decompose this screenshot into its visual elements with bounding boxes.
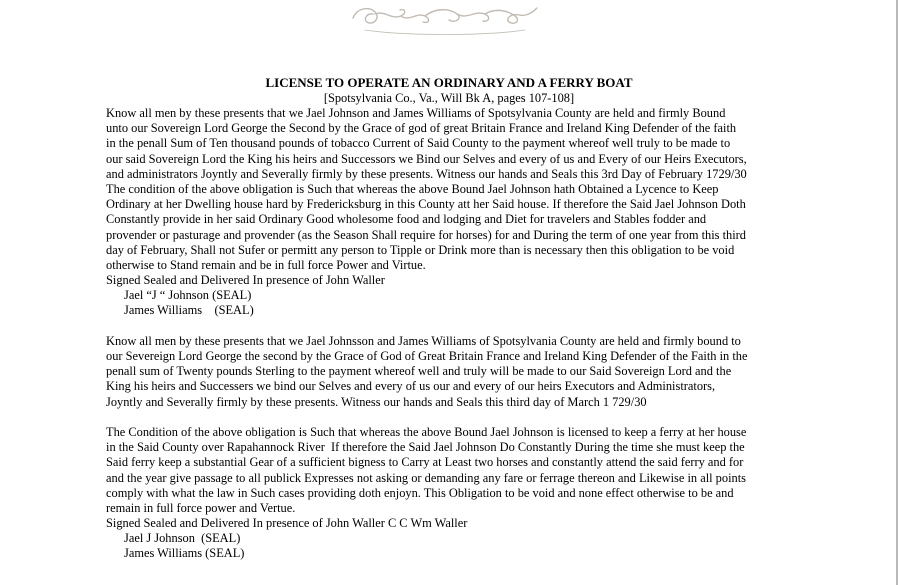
body-line: Said ferry keep a substantial Gear of a sufficient bigness to Carry at Least two horses and constantly attend the said ferry and for	[106, 455, 744, 470]
body-line: Ordinary at her Dwelling house hard by Fredericksburg in this County att her Said house. If therefore the Said Jael Johnson Doth	[106, 197, 746, 212]
ferry-bond	[106, 334, 896, 410]
body-line: The condition of the above obligation is Such that whereas the above Bound Jael Johnson hath Obtained a Lycence to Keep	[106, 181, 719, 196]
signature-line: James Williams (SEAL)	[124, 303, 254, 318]
signed-sealed-line: Signed Sealed and Delivered In presence of John Waller C C Wm Waller	[106, 516, 468, 531]
body-line: King his heirs and Successers we bind our Selves and every of us our and every of our heirs Executors and Administrators,	[106, 379, 716, 394]
body-line: and the year give passage to all publick Expresses not asking or demanding any fare or ferrage thereon and Likewise in all points	[106, 470, 746, 485]
body-line: unto our Sovereign Lord George the Second by the Grace of god of great Britain France and Ireland King Defender of the faith	[106, 121, 737, 136]
signature-line: James Williams (SEAL)	[124, 546, 245, 561]
body-line: our Severeign Lord George the second by the Grace of God of Great Britain France and Ireland King Defender of the Faith in the	[106, 349, 748, 363]
body-line: Constantly provide in her said Ordinary Good wholesome food and lodging and Diet for travelers and Stables fodder and	[106, 212, 707, 227]
body-line: The Condition of the above obligation is Such that whereas the above Bound Jael Johnson is licensed to keep a ferry at her house	[106, 424, 747, 439]
signed-sealed-line: Signed Sealed and Delivered In presence of John Waller	[106, 273, 385, 288]
body-line: day of February, Shall not Sufer or permitt any person to Tipple or Drink more than is necessary then this obligation to be void	[106, 242, 735, 257]
body-line: Joyntly and Severally firmly by these presents. Witness our hands and Seals this third day of March 1 729/30	[106, 394, 647, 409]
paragraph-spacer	[106, 410, 896, 425]
ferry-condition	[106, 425, 896, 562]
body-line: provender or pasturage and provender (as the Season Shall require for horses) for and During the term of one year from this third	[106, 227, 746, 242]
document-source-citation: [Spotsylvania Co., Va., Will Bk A, pages 107-108]	[323, 91, 575, 105]
paragraph-spacer	[106, 319, 896, 334]
signature-line: Jael J Johnson (SEAL)	[124, 531, 241, 546]
body-line: in the Said County over Rapahannock River If therefore the Said Jael Johnson Do Constantly During the time she must keep the	[106, 440, 745, 455]
body-line: remain in full force power and Vertue.	[106, 500, 296, 515]
body-line: otherwise to Stand remain and be in full force Power and Virtue.	[106, 257, 426, 272]
body-line: in the penall Sum of Ten thousand pounds of tobacco Current of Said County to the payment whereof well truly to be made to	[106, 136, 731, 151]
body-line: Know all men by these presents that we Jael Johnson and James Williams of Spotsylvania County are held and firmly Bound	[106, 106, 726, 120]
signature-line: Jael “J “ Johnson (SEAL)	[124, 288, 252, 303]
body-line: Know all men by these presents that we Jael Johnsson and James Williams of Spotsylvania County are held and firmly bound to	[106, 333, 741, 348]
decorative-flourish	[345, 0, 545, 42]
body-line: comply with what the law in Such cases providing doth enjoyn. This Obligation to be void and none effect otherwise to be and	[106, 485, 734, 500]
body-line: penall sum of Twenty pounds Sterling to the payment whereof well and truly will be made to our Said Sovereign Lord and the	[106, 364, 732, 379]
ordinary-license-bond	[106, 106, 896, 319]
body-line: our said Sovereign Lord the King his heirs and Successors we Bind our Selves and every of us and Every of our Heirs Executors,	[106, 151, 747, 166]
document-body	[106, 106, 896, 562]
body-line: and administrators Joyntly and Severally firmly by these presents. Witness our hands and Seals this 3rd Day of February 1729/30	[106, 166, 747, 181]
document-title: LICENSE TO OPERATE AN ORDINARY AND A FERRY BOAT	[265, 75, 633, 90]
